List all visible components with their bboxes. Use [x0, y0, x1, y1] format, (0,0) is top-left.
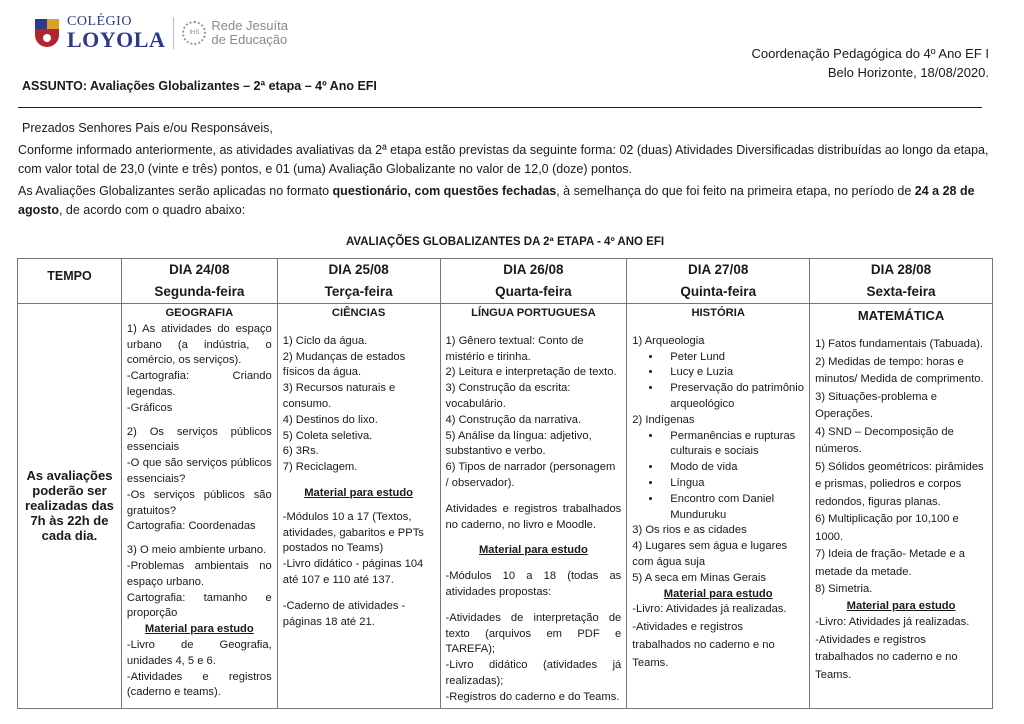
topic: 1) Ciclo da água. — [282, 334, 368, 347]
logo-line2: LOYOLA — [67, 27, 166, 52]
material-item: -Livro de Geografia, unidades 4, 5 e 6. — [126, 638, 272, 667]
material-item: -Registros do caderno e do Teams. — [445, 690, 620, 703]
day-weekday: Segunda-feira — [154, 284, 245, 299]
topic-list — [632, 350, 804, 413]
network-line2: de Educação — [211, 32, 288, 47]
topic: 5) Sólidos geométricos: pirâmides e prismas, poliedros e corpos redondos, figuras planas. — [815, 460, 984, 508]
topic-detail: -Problemas ambientais no espaço urbano. — [126, 559, 272, 588]
list-item: • Peter Lund — [662, 350, 804, 366]
topic: 6) Multiplicação por 10,100 e 1000. — [815, 513, 959, 543]
topic: 2) Os serviços públicos essenciais — [126, 425, 272, 454]
topic: 1) Fatos fundamentais (Tabuada). — [815, 338, 984, 350]
topic: 2) Indígenas — [632, 413, 695, 426]
topic: 2) Medidas de tempo: horas e minutos/ Medida de comprimento. — [815, 355, 984, 385]
topic: 7) Ideia de fração- Metade e a metade da metade. — [815, 548, 966, 578]
subject-title: GEOGRAFIA — [165, 307, 234, 319]
note: Atividades e registros trabalhados no caderno, no livro e Moodle. — [445, 502, 622, 531]
coordination: Coordenação Pedagógica do 4º Ano EF I — [751, 46, 989, 61]
topic-detail: -Cartografia: Criando legendas. — [126, 370, 272, 398]
subject-title: HISTÓRIA — [691, 307, 745, 319]
topic: 3) Os rios e as cidades — [632, 524, 747, 537]
day-header — [810, 259, 993, 304]
subject-title: CIÊNCIAS — [331, 307, 386, 319]
material-heading: Material para estudo — [846, 599, 956, 612]
material-item: -Módulos 10 a 17 (Textos, atividades, gabaritos e PPTs postados no Teams) — [282, 510, 424, 555]
topic: 3) Situações-problema e Operações. — [815, 390, 938, 420]
topic: 2) Mudanças de estados físicos da água. — [282, 350, 406, 379]
list-item: • Lucy e Luzia — [662, 365, 804, 381]
topic: 5) A seca em Minas Gerais — [632, 571, 766, 584]
tempo-header: TEMPO — [18, 259, 122, 304]
para2-text-c: , à semelhança do que foi feito na primeira etapa, no período de — [556, 184, 915, 198]
day-weekday: Terça-feira — [324, 284, 393, 299]
material-item: -Módulos 10 a 18 (todas as atividades propostas: — [445, 570, 622, 598]
topic: 6) 3Rs. — [282, 445, 319, 458]
horizontal-rule — [18, 107, 982, 108]
topic: 3) O meio ambiente urbano. — [126, 544, 267, 557]
topic-list — [632, 429, 804, 524]
historia-cell — [627, 304, 810, 709]
material-item: -Livro didático - páginas 104 até 107 e 110 até 137. — [282, 558, 424, 586]
school-logo — [35, 13, 288, 53]
topic: 1) As atividades do espaço urbano (a indústria, o comércio, os serviços). — [126, 322, 272, 367]
topic-detail: Cartografia: Coordenadas — [126, 520, 256, 533]
topic: 8) Simetria. — [815, 583, 873, 595]
topic: 6) Tipos de narrador (personagem / observador). — [445, 461, 616, 489]
topic: 4) Lugares sem água e lugares com água suja — [632, 540, 788, 568]
list-item: • Permanências e rupturas culturais e sociais — [662, 429, 804, 461]
day-date: DIA 24/08 — [169, 262, 230, 277]
day-date: DIA 26/08 — [503, 262, 564, 277]
paragraph-2 — [18, 182, 1008, 220]
day-weekday: Sexta-feira — [866, 284, 936, 299]
para2-bold-format: questionário, com questões fechadas — [332, 184, 557, 198]
subject-title: MATEMÁTICA — [857, 308, 945, 323]
topic: 4) Destinos do lixo. — [282, 413, 378, 426]
material-item: -Caderno de atividades - páginas 18 até 21. — [282, 599, 406, 628]
network-line1: Rede Jesuíta — [211, 18, 288, 34]
material-item: -Livro didático (atividades já realizadas); — [445, 659, 622, 687]
topic-detail: Cartografia: tamanho e proporção — [126, 591, 272, 620]
day-weekday: Quinta-feira — [680, 284, 757, 299]
greeting: Prezados Senhores Pais e/ou Responsáveis, — [22, 121, 273, 135]
network-name — [211, 19, 288, 46]
day-header — [627, 259, 810, 304]
day-weekday: Quarta-feira — [495, 284, 572, 299]
table-title: AVALIAÇÕES GLOBALIZANTES DA 2ª ETAPA - 4º ANO EFI — [345, 236, 665, 248]
subject-line: ASSUNTO: Avaliações Globalizantes – 2ª etapa – 4º Ano EFI — [22, 79, 377, 93]
letter-header-right — [752, 44, 989, 82]
topic: 1) Gênero textual: Conto de mistério e tirinha. — [445, 334, 584, 363]
school-crest-icon — [35, 19, 59, 47]
material-item: -Atividades e registros trabalhados no caderno e no Teams. — [632, 621, 775, 670]
material-item: -Livro: Atividades já realizadas. — [632, 603, 787, 616]
topic-detail: -Gráficos — [126, 401, 173, 414]
material-heading: Material para estudo — [663, 587, 773, 600]
portugues-cell — [440, 304, 627, 709]
subject-title: LÍNGUA PORTUGUESA — [471, 307, 596, 319]
table-content-row — [18, 304, 993, 709]
logo-line1: COLÉGIO — [67, 14, 132, 29]
material-item: -Livro: Atividades já realizadas. — [815, 616, 970, 629]
material-item: -Atividades e registros (caderno e teams). — [126, 670, 272, 699]
topic: 1) Arqueologia — [632, 334, 705, 347]
paragraph-1: Conforme informado anteriormente, as atividades avaliativas da 2ª etapa estão previstas da seguinte forma: 02 (duas) Atividades Diversificadas distribuídas ao longo da etapa, com valor total de 23,0 (vinte e três) pontos, e 01 (uma) Avaliação Globalizante no valor de 12,0 (doze) pontos. — [18, 143, 989, 176]
matematica-cell — [810, 304, 993, 709]
material-heading: Material para estudo — [478, 544, 588, 557]
school-name — [67, 15, 165, 51]
ciencias-cell — [277, 304, 440, 709]
topic-detail: -Os serviços públicos são gratuitos? — [126, 488, 272, 517]
place-date: Belo Horizonte, 18/08/2020. — [827, 65, 989, 80]
material-heading: Material para estudo — [144, 623, 254, 636]
para2-text-a: As Avaliações Globalizantes serão aplicadas no formato — [18, 184, 333, 198]
material-heading: Material para estudo — [304, 486, 414, 499]
material-item: -Atividades e registros trabalhados no caderno e no Teams. — [815, 633, 958, 681]
jesuit-seal-icon: IHS — [182, 21, 206, 45]
list-item: • Preservação do patrimônio arqueológico — [662, 381, 804, 413]
day-header — [121, 259, 277, 304]
topic: 4) SND – Decomposição de números. — [815, 425, 954, 455]
table-header-row — [18, 259, 993, 304]
material-item: -Atividades de interpretação de texto (arquivos em PDF e TAREFA); — [445, 611, 622, 656]
topic-detail: -O que são serviços públicos essenciais? — [126, 457, 272, 485]
para2-bold-period: 24 a 28 de agosto — [18, 184, 975, 217]
geografia-cell — [121, 304, 277, 709]
topic: 7) Reciclagem. — [282, 461, 358, 474]
topic: 5) Análise da língua: adjetivo, substantivo e verbo. — [445, 429, 592, 458]
day-header — [277, 259, 440, 304]
day-header — [440, 259, 627, 304]
list-item: • Língua — [662, 476, 804, 492]
day-date: DIA 27/08 — [688, 262, 749, 277]
tempo-cell: As avaliações poderão ser realizadas das 7h às 22h de cada dia. — [18, 304, 122, 709]
logo-divider — [173, 17, 174, 49]
day-date: DIA 25/08 — [328, 262, 389, 277]
para2-text-e: , de acordo com o quadro abaixo: — [58, 203, 246, 217]
topic: 3) Construção da escrita: vocabulário. — [445, 382, 571, 410]
topic: 4) Construção da narrativa. — [445, 413, 582, 426]
day-date: DIA 28/08 — [870, 262, 932, 277]
schedule-table — [17, 258, 993, 709]
list-item: • Encontro com Daniel Munduruku — [662, 492, 804, 524]
topic: 3) Recursos naturais e consumo. — [282, 382, 396, 410]
topic: 5) Coleta seletiva. — [282, 429, 373, 442]
list-item: • Modo de vida — [662, 460, 804, 476]
topic: 2) Leitura e interpretação de texto. — [445, 366, 617, 379]
